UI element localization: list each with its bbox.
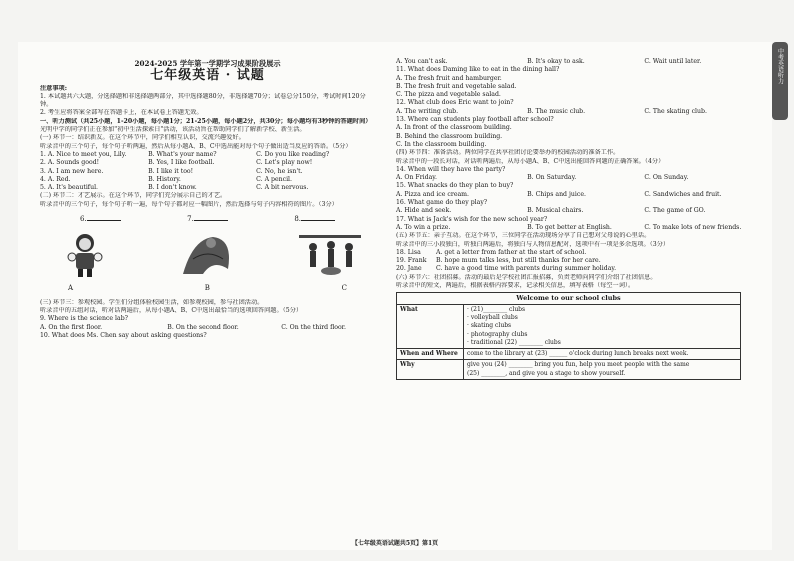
option-b: B. It's okay to ask. <box>527 58 585 65</box>
question-row <box>40 159 375 167</box>
option-c: C. On the third floor. <box>281 323 346 331</box>
option-a: A. On Friday. <box>396 174 437 182</box>
question-12: 12. What club does Eric want to join? <box>396 99 514 107</box>
picture-blanks <box>80 215 335 223</box>
mascot-picture <box>50 229 120 279</box>
question-17-options <box>396 224 741 232</box>
option-b: B. The fresh fruit and vegetable salad. <box>396 82 517 90</box>
option-a: 5. A. It's beautiful. <box>40 184 99 192</box>
question-15: 15. What snacks do they plan to buy? <box>396 182 514 190</box>
exam-header: 2024-2025 学年第一学期学习成果阶段展示 <box>134 59 281 68</box>
person-name: 18. Lisa <box>396 248 421 256</box>
question-12-options <box>396 108 741 116</box>
picture-letters <box>68 284 347 292</box>
blank-24[interactable]: give you (24) ________ bring you fun, help you meet people with the same <box>467 361 690 369</box>
part4-title: (四) 环节四：准备活动。两位同学在共享社团讨论要举办的校园活动的准备工作。 <box>396 149 620 157</box>
option-c: C. The game of GO. <box>644 207 706 215</box>
left-column <box>40 42 375 340</box>
page-footer: 【七年级英语试题共5页】第1页 <box>351 540 439 547</box>
option-c: C. A pencil. <box>256 175 293 183</box>
option-b-label: B <box>204 284 210 293</box>
blank-7: 7. <box>187 215 228 223</box>
option-a: A. You can't ask. <box>396 58 448 65</box>
option-a: A. Pizza and ice cream. <box>396 190 470 198</box>
option-c: C. Sandwiches and fruit. <box>644 190 722 198</box>
option-a: 2. A. Sounds good! <box>40 159 100 167</box>
question-14-options <box>396 174 741 182</box>
option-c: C. The skating club. <box>644 107 707 115</box>
option-b: B. To get better at English. <box>527 223 612 231</box>
option-a: 4. A. Red. <box>40 175 71 183</box>
question-10: 10. What does Ms. Chen say about asking questions? <box>40 331 207 339</box>
club-item: · volleyball clubs <box>467 313 518 321</box>
row-label-what: What <box>397 304 464 348</box>
person-name: 20. Jane <box>396 265 422 273</box>
exam-title: 七年级英语 · 试题 <box>150 68 265 84</box>
club-item: · photography clubs <box>467 330 528 338</box>
option-b: B. On the second floor. <box>167 323 239 331</box>
club-item: · skating clubs <box>467 322 512 330</box>
blank-21[interactable]: · (21)________ clubs <box>467 305 526 313</box>
table-row <box>397 360 741 380</box>
match-row <box>396 257 741 265</box>
question-9: 9. Where is the science lab? <box>40 315 128 323</box>
option-a: A. On the first floor. <box>40 323 103 331</box>
question-16-options <box>396 207 741 215</box>
blank-8: 8. <box>294 215 335 223</box>
question-10-options <box>396 58 741 66</box>
question-16: 16. What game do they play? <box>396 199 488 207</box>
option-b: B. Chips and juice. <box>527 190 586 198</box>
option-a: 3. A. I am new here. <box>40 167 104 175</box>
question-row <box>40 151 375 159</box>
what-items <box>464 304 741 348</box>
option-a-label: A <box>68 284 74 293</box>
row-label-when: When and Where <box>397 349 464 360</box>
blank-6: 6. <box>80 215 121 223</box>
match-option: A. get a letter from father at the start of school. <box>436 248 587 256</box>
exam-page <box>18 42 772 550</box>
option-a: A. The writing club. <box>396 107 459 115</box>
question-15-options <box>396 191 741 199</box>
intro-text: 光明中学的同学们正在参加"初中生活探索日"活动，该活动旨在帮助同学们了解新学校、新生活。 <box>40 126 306 134</box>
clubs-table <box>396 292 741 380</box>
option-c: C. The pizza and vegetable salad. <box>396 91 501 99</box>
table-row <box>397 349 741 360</box>
table-row <box>397 304 741 348</box>
option-c-label: C <box>341 284 347 293</box>
option-c: C. In the classroom building. <box>396 140 487 148</box>
part4-instruction: 听录音中的一段长对话，对话听两遍后，从每小题A、B、C中选出能回答问题的正确答案。（4分） <box>396 157 665 165</box>
match-row <box>396 249 741 257</box>
option-a: A. The fresh fruit and hamburger. <box>396 74 502 82</box>
option-b: B. History. <box>148 175 181 183</box>
option-a: A. In front of the classroom building. <box>396 124 512 132</box>
part1-questions <box>40 151 375 192</box>
part2-instruction: 听录音中的三个句子，每个句子听一遍，每个句子都对应一幅图片，然后选择与句子内容相符的图片。（3分） <box>40 200 338 208</box>
match-option: B. hope mum talks less, but still thanks for her care. <box>436 257 601 265</box>
blank-25[interactable]: (25) ________, and give you a stage to show yourself. <box>467 369 626 377</box>
band-picture <box>295 229 365 279</box>
option-b: B. What's your name? <box>148 150 217 158</box>
part1-instruction: 听录音中的三个句子，每个句子听两遍，然后从每小题A、B、C中选出能对每个句子做出适当反应的答语。（5分） <box>40 142 352 150</box>
notes-title: 注意事项: <box>40 84 68 92</box>
option-b: B. On Saturday. <box>527 174 577 182</box>
question-13: 13. Where can students play football after school? <box>396 116 554 124</box>
part6-instruction: 听录音中的短文，两遍后，根据表格内容要求，记录相关信息，填写表格（每空一词）。 <box>396 282 635 290</box>
picture-options <box>50 229 365 284</box>
person-name: 19. Frank <box>396 257 427 265</box>
option-c: C. To make lots of new friends. <box>644 223 742 231</box>
question-9-options <box>40 324 375 332</box>
question-11: 11. What does Daming like to eat in the dining hall? <box>396 66 560 74</box>
option-a: 1. A. Nice to meet you, Lily. <box>40 150 127 158</box>
row-label-why: Why <box>397 360 464 380</box>
section-1-heading: 一、听力测试（共25小题，1-20小题，每小题1分；21-25小题，每小题2分，共30分；每小题均有3秒钟的答题时间） <box>40 117 372 125</box>
note-2: 2. 考生应将答案全部写在答题卡上，在本试卷上答题无效。 <box>40 109 203 117</box>
option-c: C. Do you like reading? <box>256 150 330 158</box>
question-row <box>40 176 375 184</box>
right-column <box>396 58 741 380</box>
option-a: A. To win a prize. <box>396 223 451 231</box>
dancer-picture <box>173 229 243 279</box>
option-c: C. Wait until later. <box>644 58 702 65</box>
part3-instruction: 听录音中的五组对话，听对话两遍后，从每小题A、B、C中选出最恰当的选项回答问题。（5分） <box>40 306 303 314</box>
match-row <box>396 265 741 273</box>
question-14: 14. When will they have the party? <box>396 165 506 173</box>
option-c: C. No, he isn't. <box>256 167 303 175</box>
question-row <box>40 184 375 192</box>
option-c: C. Let's play now! <box>256 159 313 167</box>
blank-23[interactable]: come to the library at (23) ______ o'clock during lunch breaks next week. <box>464 349 741 360</box>
table-heading: Welcome to our school clubs <box>397 293 741 304</box>
option-b: B. Yes, I like football. <box>148 159 215 167</box>
question-17: 17. What is Jack's wish for the new school year? <box>396 215 548 223</box>
option-b: B. Musical chairs. <box>527 207 584 215</box>
part3-title: (三) 环节三：参观校园。学生们分组体验校园生活，如参观校园，参与社团活动。 <box>40 298 264 306</box>
option-a: A. Hide and seek. <box>396 207 452 215</box>
note-1: 1. 本试题共六大题，分选择题和非选择题两部分，其中选择题80分，非选择题70分；试卷总分150分，考试时间120分钟。 <box>40 92 366 109</box>
part2-title: (二) 环节二：才艺展示。在这个环节，同学们充分展示自己的才艺。 <box>40 192 227 200</box>
part5-instruction: 听录音中的三小段独白，听独白两遍后，将独白与人物信息配对，选项中有一项是多余选项。（3分） <box>396 240 670 248</box>
option-b: B. I don't know. <box>148 184 197 192</box>
option-c: C. On Sunday. <box>644 174 689 182</box>
part5-title: (五) 环节五：亲子互动。在这个环节，三位同学在活动现场分享了自己想对父母说的心里话。 <box>396 232 651 240</box>
match-option: C. have a good time with parents during summer holiday. <box>436 265 617 273</box>
side-badge: 中考英语听力 <box>772 42 788 120</box>
why-cell <box>464 360 741 380</box>
option-b: B. The music club. <box>527 107 586 115</box>
part1-title: (一) 环节一：结识新友。在这个环节中，同学们相互认识，交流兴趣爱好。 <box>40 134 245 142</box>
part6-title: (六) 环节六：社团招募。活动的最后是学校社团汇报招募，负责老师向同学们介绍了社团信息。 <box>396 273 657 281</box>
option-b: B. I like it too! <box>148 167 194 175</box>
question-row <box>40 168 375 176</box>
blank-22[interactable]: · traditional (22) ________ clubs <box>467 338 561 346</box>
option-c: C. A bit nervous. <box>256 184 309 192</box>
option-b: B. Behind the classroom building. <box>396 132 503 140</box>
